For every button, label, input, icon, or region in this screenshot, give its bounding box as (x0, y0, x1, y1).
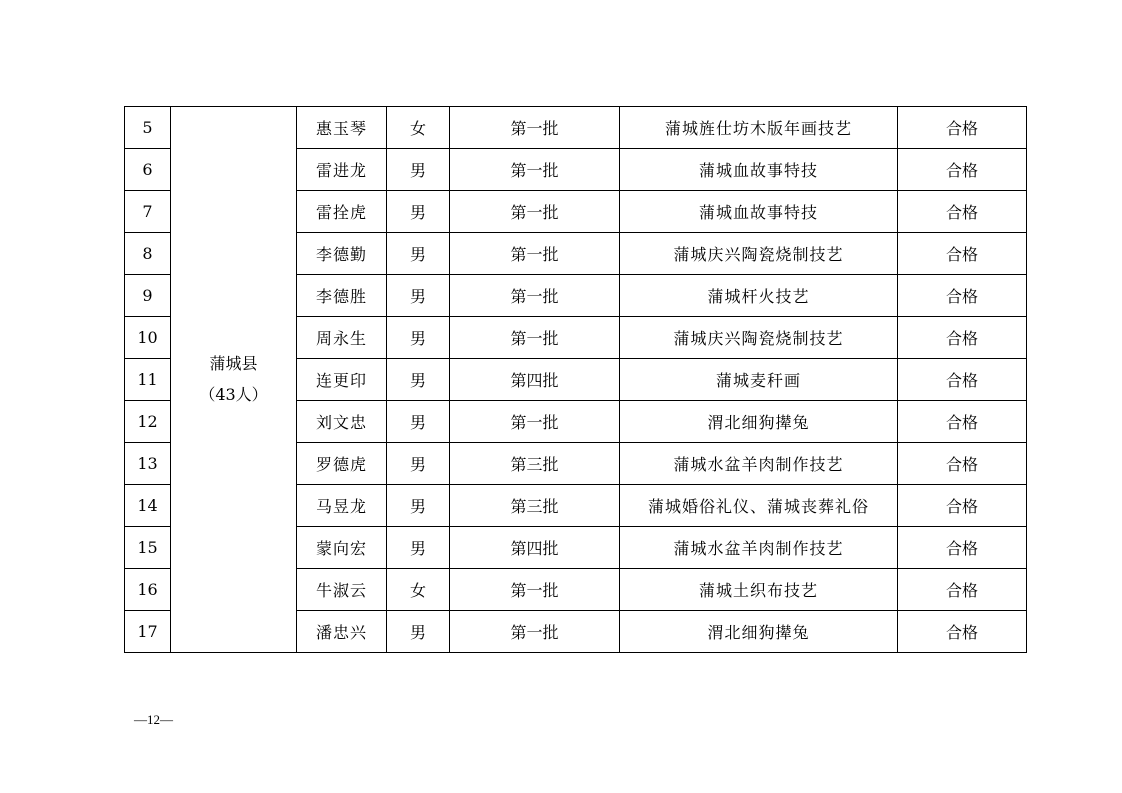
gender-cell: 男 (387, 191, 450, 233)
county-name: 蒲城县 (209, 354, 258, 374)
roster-body (125, 107, 1027, 653)
assessment-result-cell: 合格 (898, 611, 1027, 653)
project-name-cell: 蒲城杆火技艺 (620, 275, 898, 317)
assessment-result-cell: 合格 (898, 191, 1027, 233)
batch-cell: 第四批 (450, 527, 620, 569)
page-number: —12— (134, 712, 173, 727)
project-name-cell: 蒲城麦秆画 (620, 359, 898, 401)
inheritor-name-cell: 雷拴虎 (297, 191, 387, 233)
gender-cell: 男 (387, 401, 450, 443)
gender-cell: 男 (387, 611, 450, 653)
assessment-result-cell: 合格 (898, 485, 1027, 527)
project-name-cell: 蒲城旌仕坊木版年画技艺 (620, 107, 898, 149)
inheritor-name-cell: 牛淑云 (297, 569, 387, 611)
project-name-cell: 蒲城血故事特技 (620, 191, 898, 233)
gender-cell: 男 (387, 485, 450, 527)
project-name-cell: 渭北细狗撵兔 (620, 401, 898, 443)
assessment-result-cell: 合格 (898, 149, 1027, 191)
inheritor-name-cell: 蒙向宏 (297, 527, 387, 569)
gender-cell: 男 (387, 527, 450, 569)
project-name-cell: 渭北细狗撵兔 (620, 611, 898, 653)
batch-cell: 第四批 (450, 359, 620, 401)
assessment-result-cell: 合格 (898, 443, 1027, 485)
batch-cell: 第一批 (450, 275, 620, 317)
gender-cell: 男 (387, 233, 450, 275)
county-cell (171, 107, 297, 653)
row-number-cell: 7 (125, 191, 171, 233)
table-row (125, 107, 1027, 149)
row-number-cell: 13 (125, 443, 171, 485)
batch-cell: 第三批 (450, 485, 620, 527)
batch-cell: 第一批 (450, 107, 620, 149)
batch-cell: 第一批 (450, 611, 620, 653)
project-name-cell: 蒲城庆兴陶瓷烧制技艺 (620, 317, 898, 359)
inheritor-roster-table (124, 106, 1027, 653)
row-number-cell: 10 (125, 317, 171, 359)
assessment-result-cell: 合格 (898, 569, 1027, 611)
assessment-result-cell: 合格 (898, 107, 1027, 149)
assessment-result-cell: 合格 (898, 275, 1027, 317)
project-name-cell: 蒲城土织布技艺 (620, 569, 898, 611)
row-number-cell: 9 (125, 275, 171, 317)
batch-cell: 第一批 (450, 233, 620, 275)
inheritor-name-cell: 潘忠兴 (297, 611, 387, 653)
inheritor-name-cell: 刘文忠 (297, 401, 387, 443)
row-number-cell: 8 (125, 233, 171, 275)
inheritor-name-cell: 惠玉琴 (297, 107, 387, 149)
project-name-cell: 蒲城血故事特技 (620, 149, 898, 191)
assessment-result-cell: 合格 (898, 401, 1027, 443)
row-number-cell: 6 (125, 149, 171, 191)
inheritor-name-cell: 李德勤 (297, 233, 387, 275)
project-name-cell: 蒲城婚俗礼仪、蒲城丧葬礼俗 (620, 485, 898, 527)
gender-cell: 男 (387, 359, 450, 401)
batch-cell: 第一批 (450, 569, 620, 611)
inheritor-name-cell: 连更印 (297, 359, 387, 401)
gender-cell: 女 (387, 569, 450, 611)
batch-cell: 第一批 (450, 401, 620, 443)
batch-cell: 第一批 (450, 191, 620, 233)
assessment-result-cell: 合格 (898, 317, 1027, 359)
project-name-cell: 蒲城庆兴陶瓷烧制技艺 (620, 233, 898, 275)
batch-cell: 第一批 (450, 317, 620, 359)
row-number-cell: 5 (125, 107, 171, 149)
county-count: （43人） (199, 384, 268, 404)
gender-cell: 男 (387, 149, 450, 191)
row-number-cell: 16 (125, 569, 171, 611)
gender-cell: 女 (387, 107, 450, 149)
project-name-cell: 蒲城水盆羊肉制作技艺 (620, 527, 898, 569)
gender-cell: 男 (387, 275, 450, 317)
assessment-result-cell: 合格 (898, 527, 1027, 569)
inheritor-name-cell: 雷进龙 (297, 149, 387, 191)
inheritor-name-cell: 周永生 (297, 317, 387, 359)
gender-cell: 男 (387, 443, 450, 485)
project-name-cell: 蒲城水盆羊肉制作技艺 (620, 443, 898, 485)
assessment-result-cell: 合格 (898, 359, 1027, 401)
batch-cell: 第三批 (450, 443, 620, 485)
inheritor-name-cell: 李德胜 (297, 275, 387, 317)
inheritor-name-cell: 罗德虎 (297, 443, 387, 485)
gender-cell: 男 (387, 317, 450, 359)
inheritor-name-cell: 马昱龙 (297, 485, 387, 527)
assessment-result-cell: 合格 (898, 233, 1027, 275)
row-number-cell: 12 (125, 401, 171, 443)
row-number-cell: 15 (125, 527, 171, 569)
batch-cell: 第一批 (450, 149, 620, 191)
row-number-cell: 14 (125, 485, 171, 527)
row-number-cell: 17 (125, 611, 171, 653)
row-number-cell: 11 (125, 359, 171, 401)
